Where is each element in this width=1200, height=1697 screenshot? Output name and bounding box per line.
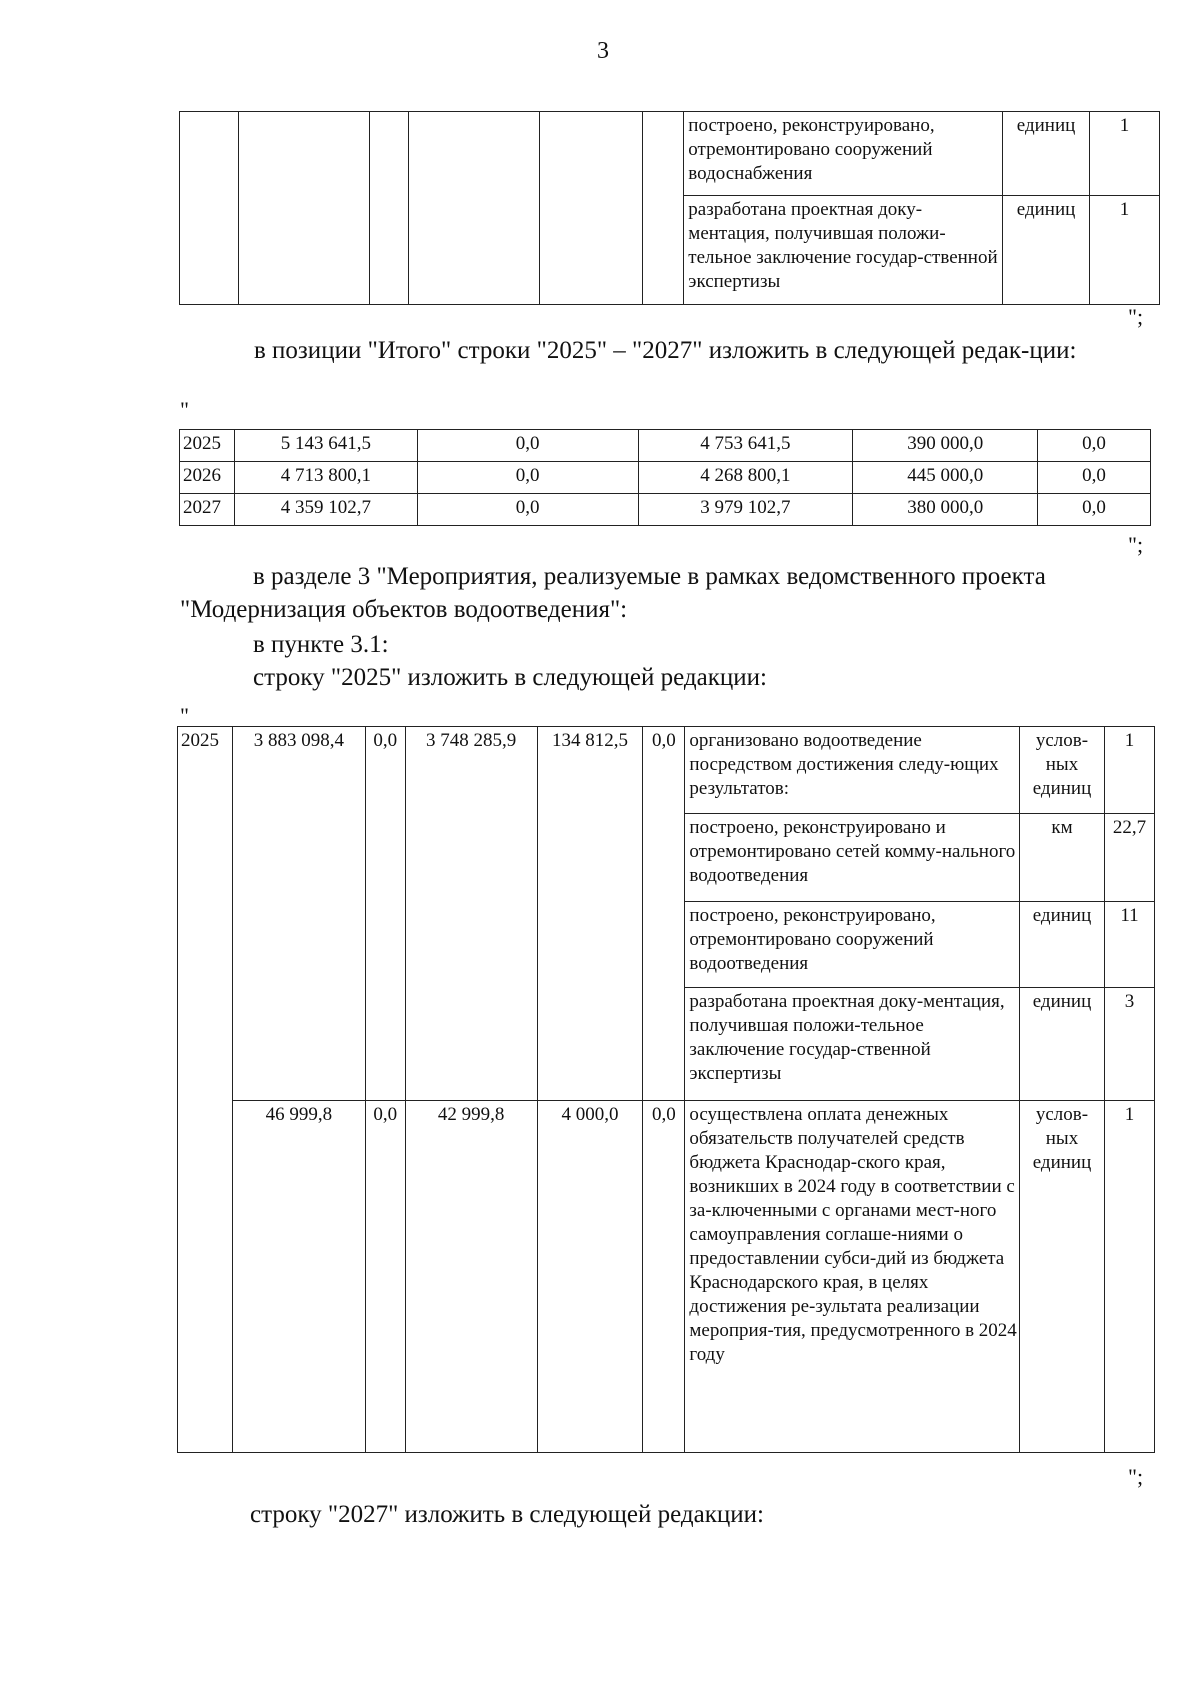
unit-cell: единиц	[1020, 902, 1105, 988]
value-cell: 1	[1090, 196, 1160, 305]
table-cell-empty	[180, 112, 239, 305]
table-row	[180, 430, 1151, 462]
regional-cell: 4 268 800,1	[638, 462, 853, 494]
result-cell: организовано водоотведение посредством достижения следу-ющих результатов:	[685, 727, 1020, 814]
closing-quote: ";	[1128, 1464, 1144, 1489]
total-cell: 3 883 098,4	[232, 727, 365, 1101]
local-cell: 390 000,0	[853, 430, 1038, 462]
value-cell: 22,7	[1104, 814, 1154, 902]
other-cell: 0,0	[643, 727, 685, 1101]
paragraph-itogo-text: в позиции "Итого" строки "2025" – "2027" изложить в следующей редак-ции:	[254, 337, 1077, 364]
paragraph-row-2025: строку "2025" изложить в следующей редакции:	[253, 664, 767, 691]
table-cell-empty	[238, 112, 369, 305]
result-cell: построено, реконструировано, отремонтировано сооружений водоснабжения	[684, 112, 1003, 196]
year-cell: 2027	[180, 494, 235, 526]
page-number: 3	[597, 38, 609, 64]
value-cell: 1	[1104, 1101, 1154, 1453]
year-cell: 2025	[180, 430, 235, 462]
unit-cell: услов-ных единиц	[1020, 727, 1105, 814]
closing-quote: ";	[1128, 304, 1144, 329]
table-cell-empty	[408, 112, 539, 305]
federal-cell: 0,0	[417, 494, 638, 526]
regional-cell: 42 999,8	[405, 1101, 537, 1453]
total-cell: 4 713 800,1	[234, 462, 417, 494]
table-row	[180, 494, 1151, 526]
unit-cell: км	[1020, 814, 1105, 902]
total-cell: 5 143 641,5	[234, 430, 417, 462]
continuation-table	[179, 111, 1160, 305]
local-cell: 445 000,0	[853, 462, 1038, 494]
closing-quote: ";	[1128, 532, 1144, 557]
value-cell: 1	[1090, 112, 1160, 196]
local-cell: 134 812,5	[537, 727, 643, 1101]
table-row	[180, 462, 1151, 494]
result-cell: разработана проектная доку-ментация, получившая положи-тельное заключение государ-ственной экспертизы	[685, 988, 1020, 1101]
year-cell: 2026	[180, 462, 235, 494]
table-cell-empty	[369, 112, 408, 305]
paragraph-itogo	[180, 336, 1160, 366]
result-cell: построено, реконструировано, отремонтировано сооружений водоотведения	[685, 902, 1020, 988]
other-cell: 0,0	[1038, 430, 1151, 462]
regional-cell: 4 753 641,5	[638, 430, 853, 462]
local-cell: 4 000,0	[537, 1101, 643, 1453]
paragraph-section3-line2: "Модернизация объектов водоотведения":	[180, 596, 628, 623]
other-cell: 0,0	[1038, 462, 1151, 494]
total-cell: 46 999,8	[232, 1101, 365, 1453]
itogo-table	[179, 429, 1151, 526]
measures-2025-table	[177, 726, 1155, 1453]
table-cell-empty	[643, 112, 684, 305]
opening-quote: "	[180, 703, 189, 728]
federal-cell: 0,0	[417, 430, 638, 462]
unit-cell: единиц	[1003, 196, 1090, 305]
other-cell: 0,0	[643, 1101, 685, 1453]
total-cell: 4 359 102,7	[234, 494, 417, 526]
federal-cell: 0,0	[417, 462, 638, 494]
unit-cell: услов-ных единиц	[1020, 1101, 1105, 1453]
regional-cell: 3 979 102,7	[638, 494, 853, 526]
value-cell: 3	[1104, 988, 1154, 1101]
paragraph-section3-line1: в разделе 3 "Мероприятия, реализуемые в рамках ведомственного проекта	[253, 563, 1046, 590]
other-cell: 0,0	[1038, 494, 1151, 526]
paragraph-point-3-1: в пункте 3.1:	[253, 631, 389, 658]
year-cell: 2025	[178, 727, 233, 1453]
result-cell: разработана проектная доку-ментация, получившая положи-тельное заключение государ-ственной экспертизы	[684, 196, 1003, 305]
paragraph-row-2027: строку "2027" изложить в следующей редакции:	[250, 1501, 764, 1528]
unit-cell: единиц	[1003, 112, 1090, 196]
result-cell: построено, реконструировано и отремонтировано сетей комму-нального водоотведения	[685, 814, 1020, 902]
federal-cell: 0,0	[365, 1101, 405, 1453]
opening-quote: "	[180, 397, 189, 422]
value-cell: 1	[1104, 727, 1154, 814]
local-cell: 380 000,0	[853, 494, 1038, 526]
table-cell-empty	[539, 112, 643, 305]
federal-cell: 0,0	[365, 727, 405, 1101]
result-cell: осуществлена оплата денежных обязательств получателей средств бюджета Краснодар-ского края, возникших в 2024 году в соответствии с за-ключенными с органами мест-ного самоуправления соглаше-ниями о предоставлении субси-дий из бюджета Краснодарского края, в целях достижения ре-зультата реализации мероприя-тия, предусмотренного в 2024 году	[685, 1101, 1020, 1453]
value-cell: 11	[1104, 902, 1154, 988]
unit-cell: единиц	[1020, 988, 1105, 1101]
regional-cell: 3 748 285,9	[405, 727, 537, 1101]
